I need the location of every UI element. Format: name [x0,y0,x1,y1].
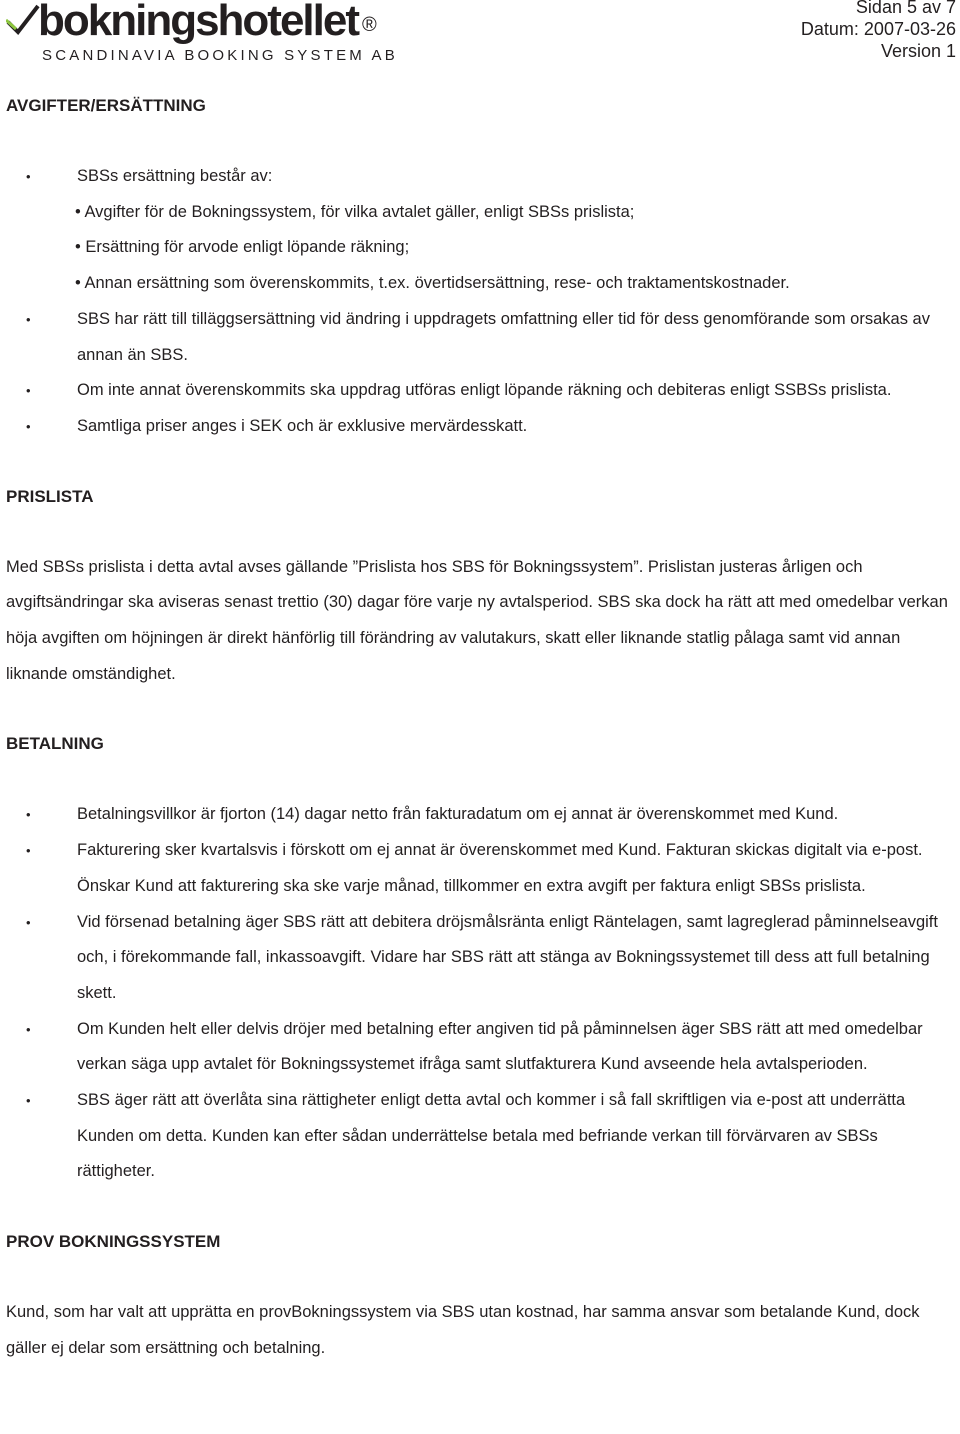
bullet-icon: • [26,311,31,327]
bullet-icon: • [26,843,31,859]
document-body [6,88,956,1367]
registered-mark: ® [362,14,377,36]
bullet-icon: • [26,383,31,399]
bullet-text: Vid försenad betalning äger SBS rätt att debitera dröjsmålsränta enligt Räntelagen, samt lagreglerad påminnelseavgift och, i förekommande fall, inkassoavgift. Vidare har SBS rätt att stänga av Bokningssystemet till dess att full betalning skett. [77,912,938,1002]
list-item [6,159,956,302]
bullet-icon: • [26,169,31,184]
bullet-text: SBS har rätt till tilläggsersättning vid ändring i uppdragets omfattning eller tid för dess genomförande som orsakas av annan än SBS. [77,309,930,364]
bullet-text: SBS äger rätt att överlåta sina rättigheter enligt detta avtal och kommer i så fall skriftligen via e-post att underrätta Kunden om detta. Kunden kan efter sådan underrättelse betala med befriande verkan till förvärvaren av SBSs rättigheter. [77,1091,906,1181]
avgifter-sublist [77,195,956,302]
heading-betalning: BETALNING [6,734,104,754]
logo-subtitle: SCANDINAVIA BOOKING SYSTEM AB [42,47,398,64]
document-meta [801,0,956,62]
bullet-icon: • [26,807,31,823]
logo-wordmark: bokningshotellet [38,0,358,45]
heading-prislista: PRISLISTA [6,486,94,506]
sub-list-item: • Annan ersättning som överenskommits, t.ex. övertidsersättning, rese- och traktamentskostnader. [75,274,790,293]
company-logo [6,0,398,66]
bullet-icon: • [26,418,31,434]
bullet-icon: • [26,914,31,930]
betalning-list [6,797,956,1190]
heading-prov-bokningssystem: PROV BOKNINGSSYSTEM [6,1232,221,1252]
logo-checkmark-icon [6,2,40,36]
bullet-text: Fakturering sker kvartalsvis i förskott om ej annat är överenskommet med Kund. Fakturan skickas digitalt via e-post. Önskar Kund att fakturering ska ske varje månad, tillkommer en extra avgift per faktura enligt SBSs prislista. [77,841,923,895]
document-version: Version 1 [880,41,956,61]
sub-list-item: • Ersättning för arvode enligt löpande räkning; [75,238,410,257]
sub-list-item: • Avgifter för de Bokningssystem, för vilka avtalet gäller, enligt SBSs prislista; [75,202,635,221]
bullet-icon: • [26,1021,31,1037]
list-item [6,833,956,904]
list-item [6,1012,956,1083]
bullet-text: Om inte annat överenskommits ska uppdrag utföras enligt löpande räkning och debiteras enligt SSBSs prislista. [77,381,892,400]
bullet-text: Betalningsvillkor är fjorton (14) dagar netto från fakturadatum om ej annat är överenskommet med Kund. [77,805,839,824]
prov-paragraph: Kund, som har valt att upprätta en provBokningssystem via SBS utan kostnad, har samma ansvar som betalande Kund, dock gäller ej delar som ersättning och betalning. [6,1303,920,1357]
bullet-text: Om Kunden helt eller delvis dröjer med betalning efter angiven tid på påminnelsen äger SBS rätt att med omedelbar verkan säga upp avtalet för Bokningssystemet ifråga samt slutfakturera Kund avseende hela avtalsperioden. [77,1019,923,1074]
list-item [6,373,956,409]
page-header [0,0,960,70]
document-date: Datum: 2007-03-26 [800,19,956,39]
list-item [6,409,956,445]
prislista-paragraph: Med SBSs prislista i detta avtal avses gällande ”Prislista hos SBS för Bokningssystem”. Prislistan justeras årligen och avgiftsändringar ska aviseras senast trettio (30) dagar före varje ny avtalsperiod. SBS ska dock ha rätt att med omedelbar verkan höja avgiften om höjningen är direkt hänförlig till förändring av valutakurs, skatt eller liknande statlig pålaga samt vid annan liknande omständighet. [6,557,948,683]
avgifter-list [6,159,956,445]
list-item [6,905,956,1012]
heading-avgifter: AVGIFTER/ERSÄTTNING [6,96,206,115]
bullet-text: SBSs ersättning består av: [77,167,273,185]
list-item [6,1083,956,1190]
bullet-text: Samtliga priser anges i SEK och är exklusive mervärdesskatt. [77,416,528,435]
page-number: Sidan 5 av 7 [855,0,956,17]
list-item [6,302,956,373]
list-item [6,797,956,833]
bullet-icon: • [26,1093,31,1109]
